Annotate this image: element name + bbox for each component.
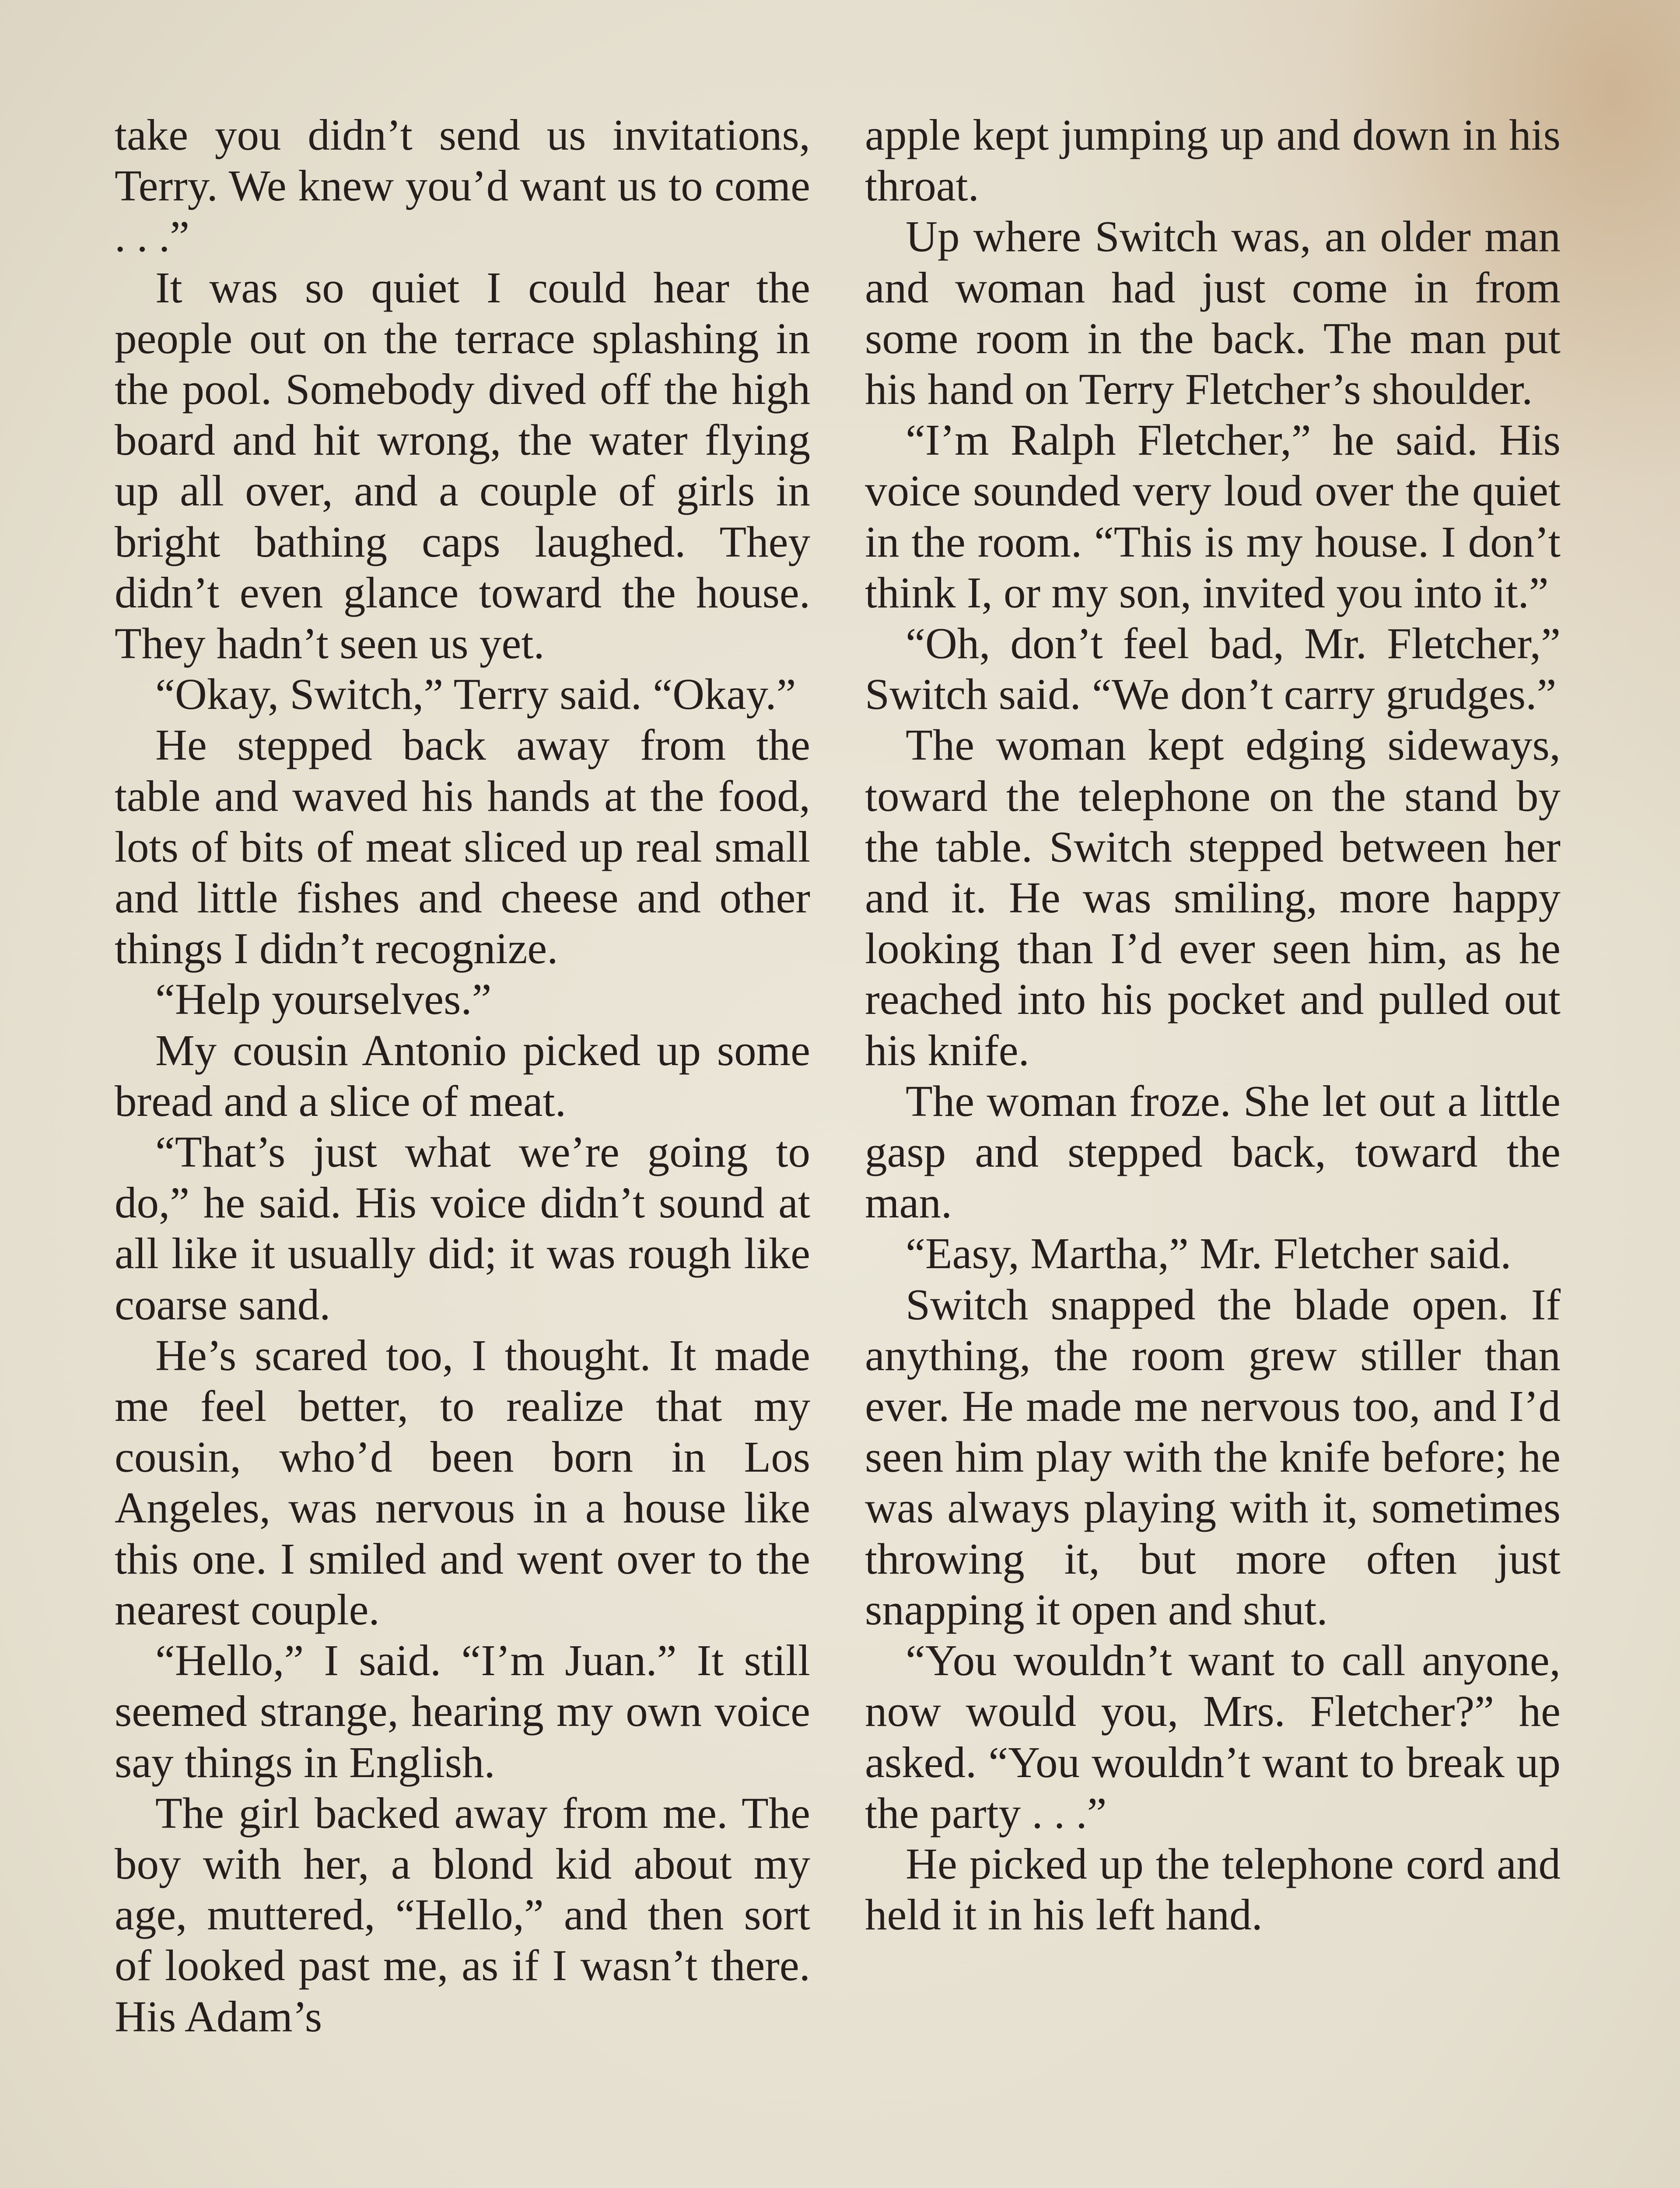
paragraph: He stepped back away from the table and waved his hands at the food, lots of bits of meat sliced up real small and little fishes and cheese and other things I didn’t recognize. — [115, 720, 810, 973]
paragraph: “Easy, Martha,” Mr. Fletcher said. — [906, 1229, 1512, 1278]
paragraph: take you didn’t send us invitations, Terry. We knew you’d want us to come . . .” — [115, 110, 810, 261]
paragraph: “You wouldn’t want to call anyone, now would you, Mrs. Fletcher?” he asked. “You wouldn’t want to break up the party . . .” — [865, 1636, 1561, 1837]
paragraph: Switch snapped the blade open. If anything, the room grew stiller than ever. He made me nervous too, and I’d seen him play with the knife before; he was always playing with it, sometimes throwing it, but more often just snapping it open and shut. — [865, 1280, 1561, 1634]
paragraph: “Oh, don’t feel bad, Mr. Fletcher,” Switch said. “We don’t carry grudges.” — [865, 619, 1561, 719]
paragraph: He picked up the telephone cord and held it in his left hand. — [865, 1839, 1561, 1939]
paragraph: Up where Switch was, an older man and woman had just come in from some room in the back. The man put his hand on Terry Fletcher’s shoulder. — [865, 212, 1561, 414]
paragraph: The girl backed away from me. The boy with her, a blond kid about my age, muttered, “Hello,” and then sort of looked past me, as if I wasn’t there. His Adam’s — [115, 1788, 810, 2041]
paragraph: The woman froze. She let out a little gasp and stepped back, toward the man. — [865, 1076, 1561, 1227]
paragraph: “Hello,” I said. “I’m Juan.” It still seemed strange, hearing my own voice say things in English. — [115, 1636, 810, 1787]
right-column — [865, 109, 1561, 1940]
paragraph: “Okay, Switch,” Terry said. “Okay.” — [155, 670, 796, 719]
paragraph: My cousin Antonio picked up some bread and a slice of meat. — [115, 1025, 810, 1126]
paragraph: He’s scared too, I thought. It made me feel better, to realize that my cousin, who’d been born in Los Angeles, was nervous in a house like this one. I smiled and went over to the nearest couple. — [115, 1330, 810, 1634]
paragraph: It was so quiet I could hear the people out on the terrace splashing in the pool. Somebody dived off the high board and hit wrong, the water flying up all over, and a couple of girls in bright bathing caps laughed. They didn’t even glance toward the house. They hadn’t seen us yet. — [115, 263, 810, 668]
paragraph: The woman kept edging sideways, toward the telephone on the stand by the table. Switch stepped between her and it. He was smiling, more happy looking than I’d ever seen him, as he reached into his pocket and pulled out his knife. — [865, 720, 1561, 1075]
paragraph: “That’s just what we’re going to do,” he said. His voice didn’t sound at all like it usually did; it was rough like coarse sand. — [115, 1127, 810, 1329]
paragraph: “Help yourselves.” — [155, 975, 492, 1024]
paragraph: “I’m Ralph Fletcher,” he said. His voice sounded very loud over the quiet in the room. “This is my house. I don’t think I, or my son, invited you into it.” — [865, 415, 1561, 617]
paragraph: apple kept jumping up and down in his throat. — [865, 110, 1561, 210]
left-column — [115, 109, 810, 2042]
